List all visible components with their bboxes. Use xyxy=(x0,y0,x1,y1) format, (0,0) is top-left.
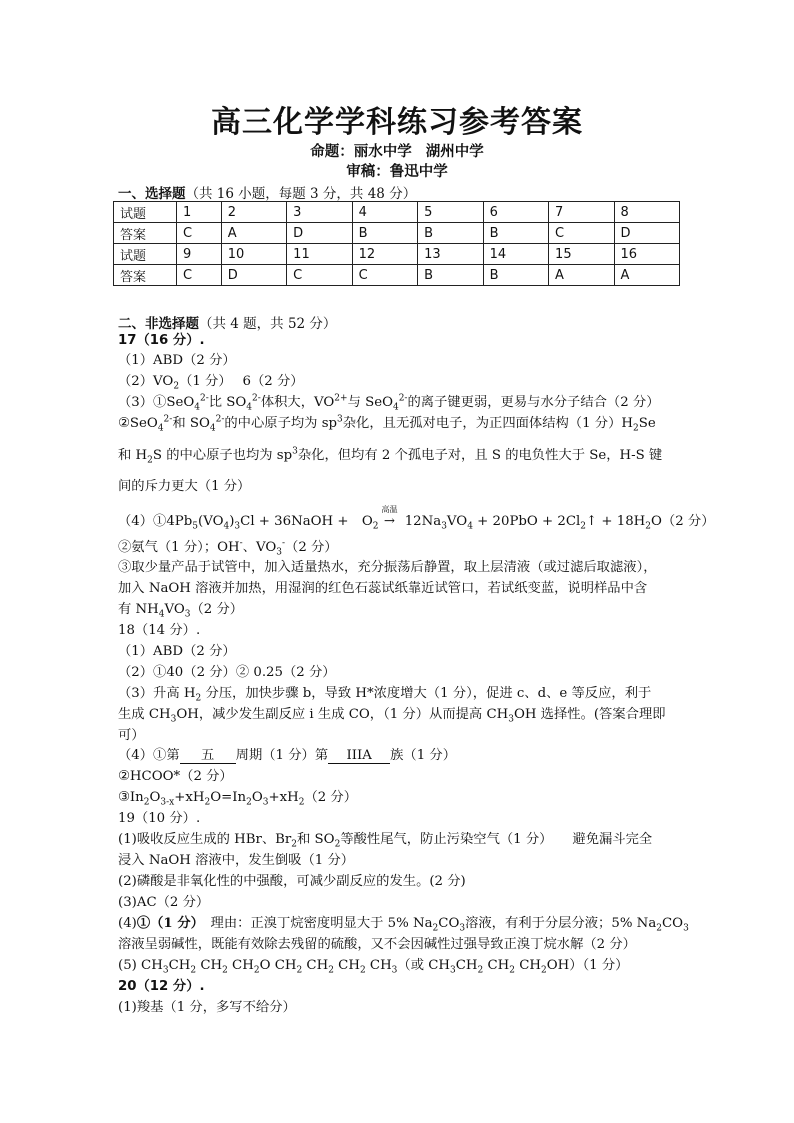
text-run: 的中心原子均为 sp xyxy=(224,416,338,431)
text-run: （2）VO xyxy=(118,374,174,389)
arrow-icon: → xyxy=(383,514,396,529)
answer-table xyxy=(113,201,680,286)
q19-line-1 xyxy=(118,831,652,849)
table-cell: 答案 xyxy=(114,265,177,286)
subscript: 2 xyxy=(291,839,298,850)
text-run: CH xyxy=(302,958,329,973)
text-run: （4）①第 xyxy=(118,748,180,763)
table-cell: D xyxy=(287,223,352,244)
table-cell: 7 xyxy=(549,202,614,223)
q19-line-4: (3)AC（2 分） xyxy=(118,895,210,910)
superscript: 2- xyxy=(252,393,261,404)
superscript: 2- xyxy=(398,393,408,404)
subscript: 2 xyxy=(477,965,484,976)
setters-school-1: 丽水中学 xyxy=(353,144,412,160)
section-2-note: （共 4 题，共 52 分） xyxy=(199,316,337,332)
table-cell: 3 xyxy=(287,202,352,223)
superscript: 2+ xyxy=(334,393,348,404)
text-run: （或 CH xyxy=(397,958,450,973)
subscript: 2 xyxy=(253,965,260,976)
table-cell: B xyxy=(418,223,483,244)
q18-line-8 xyxy=(118,789,357,807)
subscript: 2 xyxy=(645,521,652,532)
q19-line-2: 浸入 NaOH 溶液中，发生倒吸（1 分） xyxy=(118,853,355,868)
table-cell: 试题 xyxy=(114,244,177,265)
subscript: 4 xyxy=(467,521,473,532)
table-cell: 1 xyxy=(177,202,222,223)
table-row xyxy=(114,244,680,265)
q19-line-7 xyxy=(118,957,628,975)
text-run: 和 SO xyxy=(172,416,210,431)
text-run: 、VO xyxy=(242,540,277,555)
table-row xyxy=(114,223,680,244)
superscript: 2- xyxy=(215,414,225,425)
subscript: 2 xyxy=(173,381,180,392)
text-run: 杂化，且无孤对电子，为正四面体结构（1 分）H xyxy=(342,416,633,431)
table-cell: 试题 xyxy=(114,202,177,223)
q18-line-7: ②HCOO*（2 分） xyxy=(118,769,233,784)
subscript: 2 xyxy=(359,965,366,976)
q17-line-5 xyxy=(118,447,662,465)
text-run: OH，减少发生副反应 i 生成 CO，（1 分）从而提高 CH xyxy=(176,707,509,722)
superscript: - xyxy=(239,538,243,549)
subscript: 2 xyxy=(633,423,639,434)
subscript: 2 xyxy=(246,797,252,808)
text-run: (5) CH xyxy=(118,958,163,973)
reviewer-school: 鲁迅中学 xyxy=(389,164,448,180)
text-run: 比 SO xyxy=(208,395,247,410)
text-run: （2 分） xyxy=(304,790,358,805)
text-run: 杂化，但均有 2 个孤电子对，且 S 的电负性大于 Se，H-S 键 xyxy=(297,448,663,463)
text-run: CH xyxy=(365,958,392,973)
table-cell: 16 xyxy=(614,244,679,265)
subscript: 2 xyxy=(298,797,305,808)
table-cell: C xyxy=(549,223,614,244)
text-run: + 20PbO + 2Cl xyxy=(472,514,581,529)
text-run: ②SeO xyxy=(118,416,158,431)
text-run: 和 H xyxy=(118,448,148,463)
subscript: 4 xyxy=(246,402,253,413)
text-run: (VO xyxy=(198,514,224,529)
subscript: 2 xyxy=(190,965,197,976)
q17-line-7 xyxy=(118,505,715,532)
setters-line xyxy=(0,140,794,161)
q17-line-9: ③取少量产品于试管中，加入适量热水，充分振荡后静置，取上层清液（或过滤后取滤液）， xyxy=(118,560,657,575)
q17-line-3 xyxy=(118,394,660,412)
section-1-note: （共 16 小题，每题 3 分，共 48 分） xyxy=(185,186,417,202)
text-run: 等酸性尾气，防止污染空气（1 分） 避免漏斗完全 xyxy=(340,832,653,847)
text-run: （3）①SeO xyxy=(118,395,195,410)
q17-line-8 xyxy=(118,539,338,557)
table-cell: C xyxy=(287,265,352,286)
table-cell: 答案 xyxy=(114,223,177,244)
subscript: 3 xyxy=(234,521,241,532)
q19-line-6: 溶液呈弱碱性，既能有效除去残留的硫酸，又不会因碱性过强导致正溴丁烷水解（2 分） xyxy=(118,937,636,952)
superscript: 3 xyxy=(292,446,298,457)
subscript: 4 xyxy=(223,521,230,532)
text-run: VO xyxy=(164,602,185,617)
subscript: 2 xyxy=(222,965,228,976)
text-run: （2 分） xyxy=(190,602,244,617)
subscript: 3 xyxy=(459,923,466,934)
text-run: +xH xyxy=(174,790,205,805)
superscript: 3 xyxy=(337,414,343,425)
subscript: 2 xyxy=(195,693,202,704)
table-cell: 15 xyxy=(549,244,614,265)
q18-heading: 18（14 分）. xyxy=(118,623,201,638)
subscript: 3 xyxy=(170,714,177,725)
reaction-arrow xyxy=(378,505,400,531)
subscript: 4 xyxy=(392,402,399,413)
text-run: （4）①4Pb xyxy=(118,514,193,529)
subscript: 4 xyxy=(209,423,216,434)
text-run: OH 选择性。(答案合理即 xyxy=(513,707,666,722)
q18-line-1: （1）ABD（2 分） xyxy=(118,644,236,659)
table-cell: B xyxy=(418,265,483,286)
table-cell: 6 xyxy=(483,202,548,223)
subscript: 2 xyxy=(143,797,150,808)
table-cell: B xyxy=(483,223,548,244)
table-cell: 11 xyxy=(287,244,352,265)
text-run: 有 NH xyxy=(118,602,159,617)
table-cell: A xyxy=(221,223,286,244)
table-cell: D xyxy=(221,265,286,286)
text-run: ③In xyxy=(118,790,144,805)
text-run: 体积大，VO xyxy=(260,395,335,410)
bold-answer: ①（1 分） xyxy=(136,916,198,931)
q18-line-6 xyxy=(118,747,456,765)
text-run: ②氨气（1 分）；OH xyxy=(118,540,240,555)
subscript: 3 xyxy=(162,965,169,976)
table-cell: 4 xyxy=(352,202,417,223)
section-2-title: 二、非选择题 xyxy=(118,316,199,332)
q18-line-5: 可） xyxy=(118,728,145,743)
section-2-heading xyxy=(118,312,336,332)
subscript: 2 xyxy=(147,455,153,466)
answer-blank-group: IIIA xyxy=(328,748,390,764)
superscript: 2- xyxy=(163,414,173,425)
text-run: CH xyxy=(227,958,254,973)
subscript: 4 xyxy=(194,402,200,413)
table-row xyxy=(114,202,680,223)
subscript: 2 xyxy=(204,797,211,808)
table-cell: 8 xyxy=(614,202,679,223)
reviewer-line xyxy=(0,160,794,181)
text-run: CH xyxy=(196,958,223,973)
text-run: 溶液，有利于分层分液；5% Na xyxy=(465,916,657,931)
table-cell: C xyxy=(177,265,222,286)
table-cell: 12 xyxy=(352,244,417,265)
table-cell: C xyxy=(177,223,222,244)
subscript: 3 xyxy=(508,714,514,725)
q17-line-4 xyxy=(118,415,656,433)
subscript: 3 xyxy=(184,609,191,620)
setters-school-2: 湖州中学 xyxy=(425,144,484,160)
text-run: 12Na xyxy=(400,514,442,529)
subscript: 2 xyxy=(580,521,587,532)
text-run: CH xyxy=(455,958,478,973)
table-cell: 9 xyxy=(177,244,222,265)
text-run: 和 SO xyxy=(297,832,335,847)
text-run: CO xyxy=(438,916,460,931)
q18-line-3 xyxy=(118,685,651,703)
table-cell: 2 xyxy=(221,202,286,223)
table-cell: C xyxy=(352,265,417,286)
q20-line-1: (1)羧基（1 分，多写不给分） xyxy=(118,1000,296,1015)
q18-line-4 xyxy=(118,706,666,724)
superscript: - xyxy=(281,538,286,549)
text-run: CH xyxy=(168,958,191,973)
subscript: 2 xyxy=(328,965,334,976)
text-run: Cl + 36NaOH + O xyxy=(240,514,373,529)
text-run: （2 分） xyxy=(285,540,338,555)
section-1-heading xyxy=(118,182,416,202)
text-run: 的离子键更弱，更易与水分子结合（2 分） xyxy=(407,395,660,410)
subscript: 3 xyxy=(450,965,456,976)
table-cell: B xyxy=(483,265,548,286)
text-run: O CH xyxy=(259,958,297,973)
subscript: 3 xyxy=(262,797,269,808)
superscript: 2- xyxy=(199,393,209,404)
text-run: O（2 分） xyxy=(651,514,715,529)
subscript: 2 xyxy=(432,923,439,934)
text-run: CH xyxy=(514,958,541,973)
subscript: 2 xyxy=(656,923,662,934)
table-cell: D xyxy=(614,223,679,244)
subscript: 5 xyxy=(192,521,199,532)
text-run: 周期（1 分）第 xyxy=(235,748,329,763)
q17-line-10: 加入 NaOH 溶液并加热，用湿润的红色石蕊试纸靠近试管口，若试纸变蓝，说明样品中含 xyxy=(118,581,648,596)
text-run: Se xyxy=(638,416,656,431)
q19-line-5 xyxy=(118,915,689,933)
table-cell: 10 xyxy=(221,244,286,265)
text-run: 与 SeO xyxy=(347,395,393,410)
text-run: O xyxy=(149,790,161,805)
subscript: 3 xyxy=(391,965,398,976)
q20-heading: 20（12 分）. xyxy=(118,979,205,994)
text-run: 生成 CH xyxy=(118,707,171,722)
subscript: 2 xyxy=(372,521,379,532)
table-cell: A xyxy=(614,265,679,286)
text-run: 族（1 分） xyxy=(390,748,456,763)
text-run: ) xyxy=(229,514,235,529)
text-run: （1 分） 6（2 分） xyxy=(179,374,304,389)
text-run: CO xyxy=(661,916,684,931)
table-cell: A xyxy=(549,265,614,286)
subscript: 2 xyxy=(509,965,515,976)
subscript: 3 xyxy=(276,547,282,558)
text-run: O=In xyxy=(210,790,247,805)
page-title: 高三化学学科练习参考答案 xyxy=(211,105,583,140)
text-run: VO xyxy=(446,514,468,529)
q17-line-11 xyxy=(118,601,243,619)
q19-heading: 19（10 分）. xyxy=(118,811,201,826)
reviewer-label: 审稿： xyxy=(346,164,390,180)
subscript: 3 xyxy=(683,923,689,934)
text-run: (4) xyxy=(118,916,137,931)
text-run: 理由：正溴丁烷密度明显大于 5% Na xyxy=(197,916,433,931)
text-run: +xH xyxy=(268,790,299,805)
table-row xyxy=(114,265,680,286)
q18-line-2: （2）①40（2 分）② 0.25（2 分） xyxy=(118,665,336,680)
text-run: (1)吸收反应生成的 HBr、Br xyxy=(118,832,292,847)
q17-line-2 xyxy=(118,373,304,391)
subscript: 3-x xyxy=(160,797,175,808)
table-cell: 5 xyxy=(418,202,483,223)
answer-blank-period: 五 xyxy=(180,748,236,764)
text-run: CH xyxy=(333,958,360,973)
text-run: （3）升高 H xyxy=(118,686,196,701)
table-cell: 13 xyxy=(418,244,483,265)
table-cell: B xyxy=(352,223,417,244)
subscript: 2 xyxy=(334,839,341,850)
subscript: 4 xyxy=(158,609,165,620)
text-run: ↑ + 18H xyxy=(586,514,646,529)
table-cell: 14 xyxy=(483,244,548,265)
subscript: 4 xyxy=(157,423,164,434)
setters-label: 命题： xyxy=(310,144,354,160)
text-run: 分压，加快步骤 b，导致 H*浓度增大（1 分），促进 c、d、e 等反应，利于 xyxy=(201,686,652,701)
subscript: 2 xyxy=(296,965,303,976)
q17-line-1: （1）ABD（2 分） xyxy=(118,353,236,368)
section-1-title: 一、选择题 xyxy=(118,186,186,202)
text-run: O xyxy=(251,790,263,805)
q19-line-3: (2)磷酸是非氧化性的中强酸，可减少副反应的发生。(2 分) xyxy=(118,874,466,889)
q17-heading: 17（16 分）. xyxy=(118,333,205,348)
q17-line-6: 间的斥力更大（1 分） xyxy=(118,479,251,494)
text-run: S 的中心原子也均为 sp xyxy=(152,448,293,463)
text-run: OH）（1 分） xyxy=(546,958,629,973)
reaction-condition: 高温 xyxy=(381,505,398,514)
subscript: 3 xyxy=(441,521,447,532)
text-run: CH xyxy=(483,958,510,973)
subscript: 2 xyxy=(540,965,547,976)
